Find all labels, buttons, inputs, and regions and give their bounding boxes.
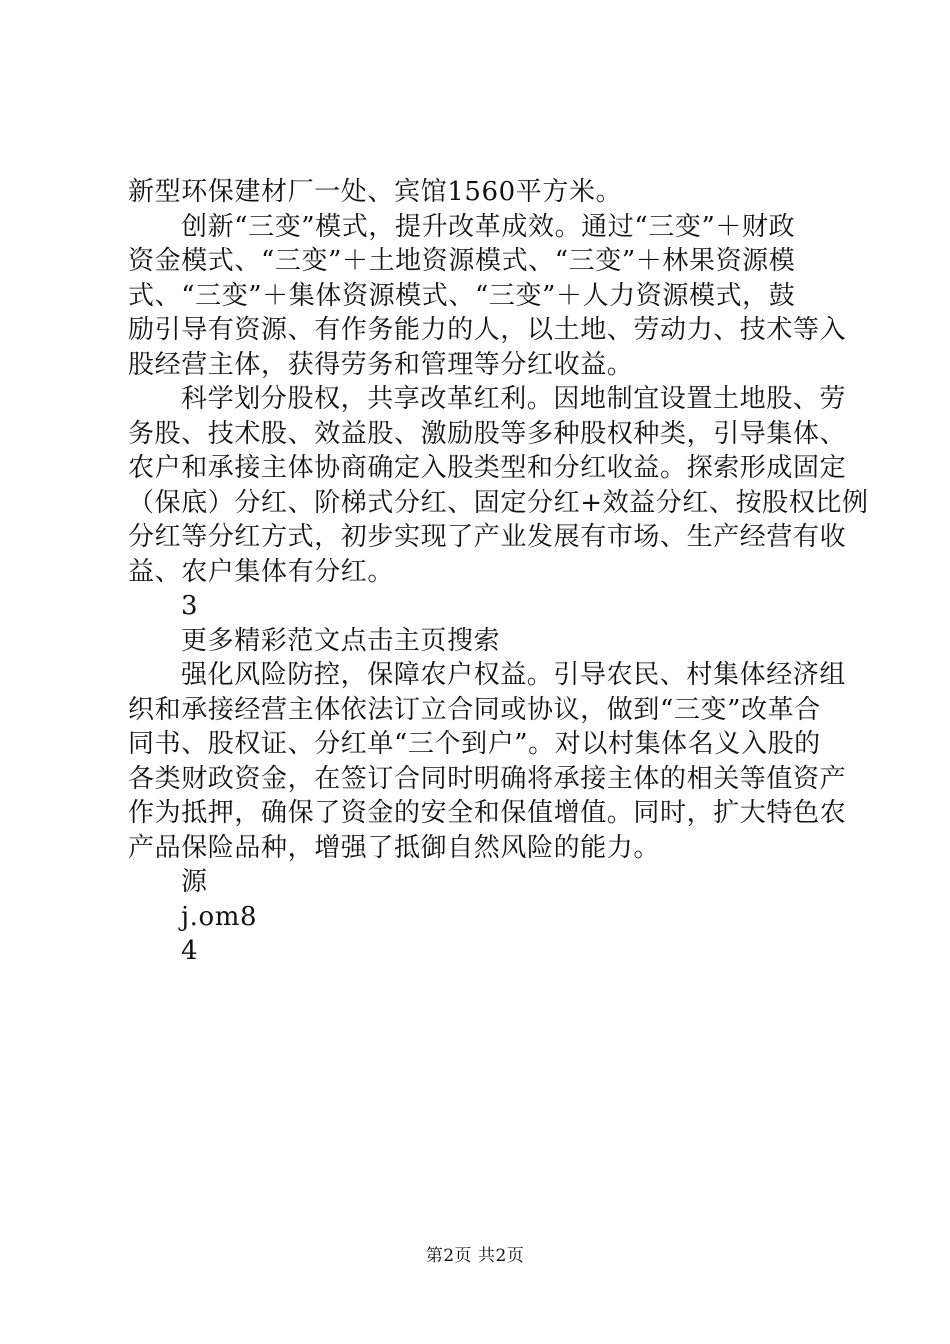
text-line: 新型环保建材厂一处、宾馆1560平方米。 (128, 177, 623, 207)
text-line: 式、“三变”＋集体资源模式、“三变”＋人力资源模式，鼓 (128, 280, 796, 311)
paragraph-3 (128, 382, 869, 589)
text-line: 创新“三变”模式，提升改革成效。通过“三变”＋财政 (181, 211, 796, 242)
text-line: 更多精彩范文点击主页搜索 (181, 625, 501, 656)
paragraph-4 (128, 589, 832, 624)
text-line: 股经营主体，获得劳务和管理等分红收益。 (128, 349, 634, 380)
text-line: 3 (181, 591, 199, 621)
text-line: 益、农户集体有分红。 (128, 556, 395, 587)
document-body (128, 175, 869, 969)
text-line: j.om8 (181, 901, 258, 932)
paragraph-9 (128, 934, 832, 969)
page-footer (0, 1244, 950, 1268)
text-line: （保底）分红、阶梯式分红、固定分红+效益分红、按股权比例 (128, 487, 869, 518)
text-line: 4 (181, 936, 199, 966)
paragraph-7 (128, 865, 832, 900)
text-line: 同书、股权证、分红单“三个到户”。对以村集体名义入股的 (128, 729, 821, 759)
text-line: 资金模式、“三变”＋土地资源模式、“三变”＋林果资源模 (128, 246, 796, 276)
text-line: 农户和承接主体协商确定入股类型和分红收益。探索形成固定 (128, 453, 847, 483)
paragraph-8 (128, 900, 832, 935)
page-number-label: 第2页 共2页 (425, 1246, 525, 1266)
text-line: 科学划分股权，共享改革红利。因地制宜设置土地股、劳 (181, 384, 847, 414)
text-line: 务股、技术股、效益股、激励股等多种股权种类，引导集体、 (128, 418, 847, 449)
text-line: 分红等分红方式，初步实现了产业发展有市场、生产经营有收 (128, 522, 847, 552)
text-line: 织和承接经营主体依法订立合同或协议，做到“三变”改革合 (128, 694, 821, 725)
text-line: 各类财政资金，在签订合同时明确将承接主体的相关等值资产 (128, 763, 847, 794)
paragraph-5 (128, 624, 832, 659)
paragraph-1 (128, 175, 832, 210)
text-line: 源 (181, 867, 208, 897)
text-line: 作为抵押，确保了资金的安全和保值增值。同时，扩大特色农 (128, 798, 847, 828)
paragraph-6 (128, 658, 847, 865)
text-line: 产品保险品种，增强了抵御自然风险的能力。 (128, 832, 661, 863)
text-line: 强化风险防控，保障农户权益。引导农民、村集体经济组 (181, 660, 847, 690)
paragraph-2 (128, 210, 847, 383)
text-line: 励引导有资源、有作务能力的人，以土地、劳动力、技术等入 (128, 315, 847, 345)
